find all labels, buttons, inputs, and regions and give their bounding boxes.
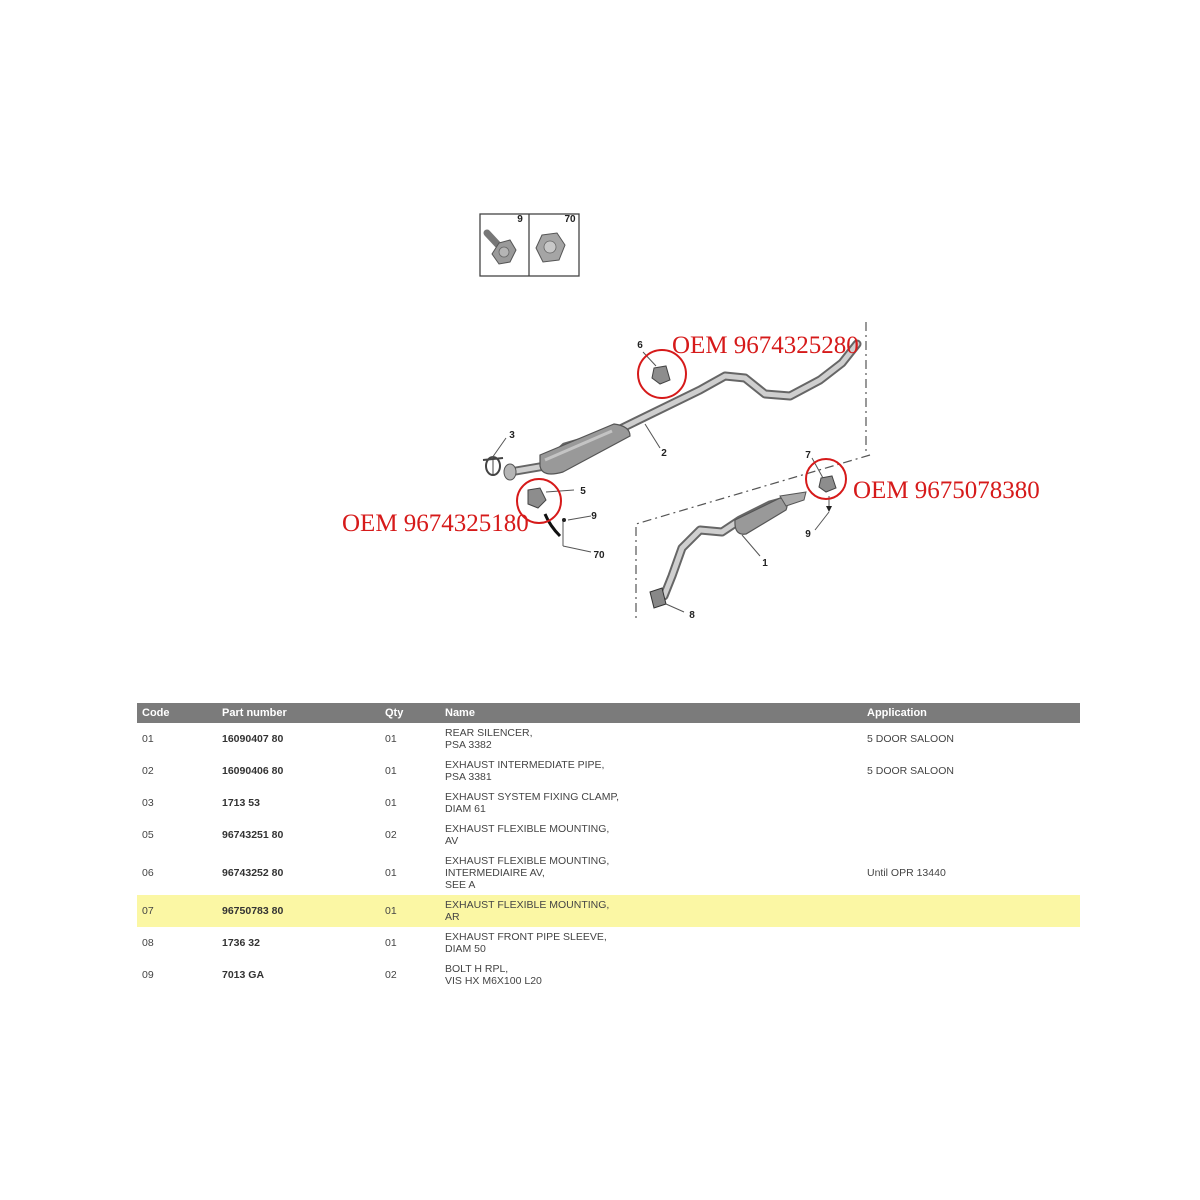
cell-name: EXHAUST INTERMEDIATE PIPE, PSA 3381	[445, 759, 605, 783]
nut-thumb-label: 70	[564, 214, 576, 225]
table-row[interactable]	[137, 755, 1080, 787]
middle-silencer	[540, 424, 630, 474]
oem-label-item6: OEM 9674325280	[672, 332, 859, 359]
cell-code: 05	[142, 829, 154, 841]
header-application: Application	[862, 703, 1080, 723]
fixing-clamp	[483, 456, 503, 476]
cell-name: EXHAUST FLEXIBLE MOUNTING, INTERMEDIAIRE AV, SEE A	[445, 855, 610, 891]
oem-label-item7: OEM 9675078380	[853, 477, 1040, 504]
callout-1: 1	[762, 558, 768, 569]
cell-qty: 01	[385, 797, 397, 809]
table-header-row	[137, 703, 1080, 723]
callout-5: 5	[580, 486, 586, 497]
cell-name: BOLT H RPL, VIS HX M6X100 L20	[445, 963, 542, 987]
header-part-number: Part number	[217, 703, 380, 723]
cell-part-number: 1736 32	[222, 937, 260, 949]
cell-application: 5 DOOR SALOON	[867, 765, 954, 777]
cell-code: 02	[142, 765, 154, 777]
callout-9-rear: 9	[805, 529, 811, 540]
cell-code: 09	[142, 969, 154, 981]
cell-name: EXHAUST FLEXIBLE MOUNTING, AV	[445, 823, 610, 847]
table-row[interactable]	[137, 851, 1080, 895]
cell-part-number: 1713 53	[222, 797, 260, 809]
table-row[interactable]	[137, 959, 1080, 991]
table-row[interactable]	[137, 819, 1080, 851]
cell-qty: 01	[385, 765, 397, 777]
cell-name: EXHAUST FRONT PIPE SLEEVE, DIAM 50	[445, 931, 607, 955]
cell-code: 01	[142, 733, 154, 745]
cell-name: EXHAUST FLEXIBLE MOUNTING, AR	[440, 895, 862, 927]
cell-application	[862, 927, 1080, 959]
cell-application	[862, 895, 1080, 927]
table-row-highlighted[interactable]	[137, 895, 1080, 927]
cell-qty: 01	[385, 867, 397, 879]
parts-table	[137, 703, 1080, 991]
oem-label-item5: OEM 9674325180	[342, 510, 529, 537]
rear-mounting	[812, 458, 836, 530]
rear-silencer-assembly	[664, 492, 806, 596]
cell-qty: 01	[385, 937, 397, 949]
cell-code: 08	[142, 937, 154, 949]
cell-application	[862, 787, 1080, 819]
cell-part-number: 96743252 80	[222, 867, 284, 879]
cell-application	[862, 819, 1080, 851]
fastener-thumbnails	[480, 214, 579, 276]
callout-70: 70	[593, 550, 605, 561]
cell-code: 07	[137, 895, 217, 927]
cell-application: 5 DOOR SALOON	[867, 733, 954, 745]
cell-application: Until OPR 13440	[867, 867, 946, 879]
cell-qty: 01	[380, 895, 440, 927]
callout-3: 3	[509, 430, 515, 441]
front-mounting	[528, 488, 591, 552]
intermediate-pipe-assembly	[504, 344, 857, 480]
callout-2: 2	[661, 448, 667, 459]
cell-part-number: 96750783 80	[217, 895, 380, 927]
cell-qty: 02	[385, 829, 397, 841]
table-row[interactable]	[137, 787, 1080, 819]
cell-code: 06	[142, 867, 154, 879]
cell-name: EXHAUST SYSTEM FIXING CLAMP, DIAM 61	[445, 791, 620, 815]
header-code: Code	[137, 703, 217, 723]
cell-code: 03	[142, 797, 154, 809]
callout-9-front: 9	[591, 511, 597, 522]
bolt-thumb-label: 9	[517, 214, 523, 225]
rear-silencer	[735, 498, 787, 534]
cell-part-number: 7013 GA	[222, 969, 265, 981]
intermediate-mounting	[643, 352, 670, 384]
cell-qty: 01	[385, 733, 397, 745]
cell-application	[862, 959, 1080, 991]
callout-6: 6	[637, 340, 643, 351]
table-row[interactable]	[137, 927, 1080, 959]
cell-name: REAR SILENCER, PSA 3382	[445, 727, 533, 751]
cell-part-number: 96743251 80	[222, 829, 284, 841]
header-name: Name	[440, 703, 862, 723]
header-qty: Qty	[380, 703, 440, 723]
callout-7: 7	[805, 450, 811, 461]
table-row[interactable]	[137, 723, 1080, 755]
cell-part-number: 16090406 80	[222, 765, 284, 777]
cell-part-number: 16090407 80	[222, 733, 284, 745]
cell-qty: 02	[385, 969, 397, 981]
callout-8: 8	[689, 610, 695, 621]
